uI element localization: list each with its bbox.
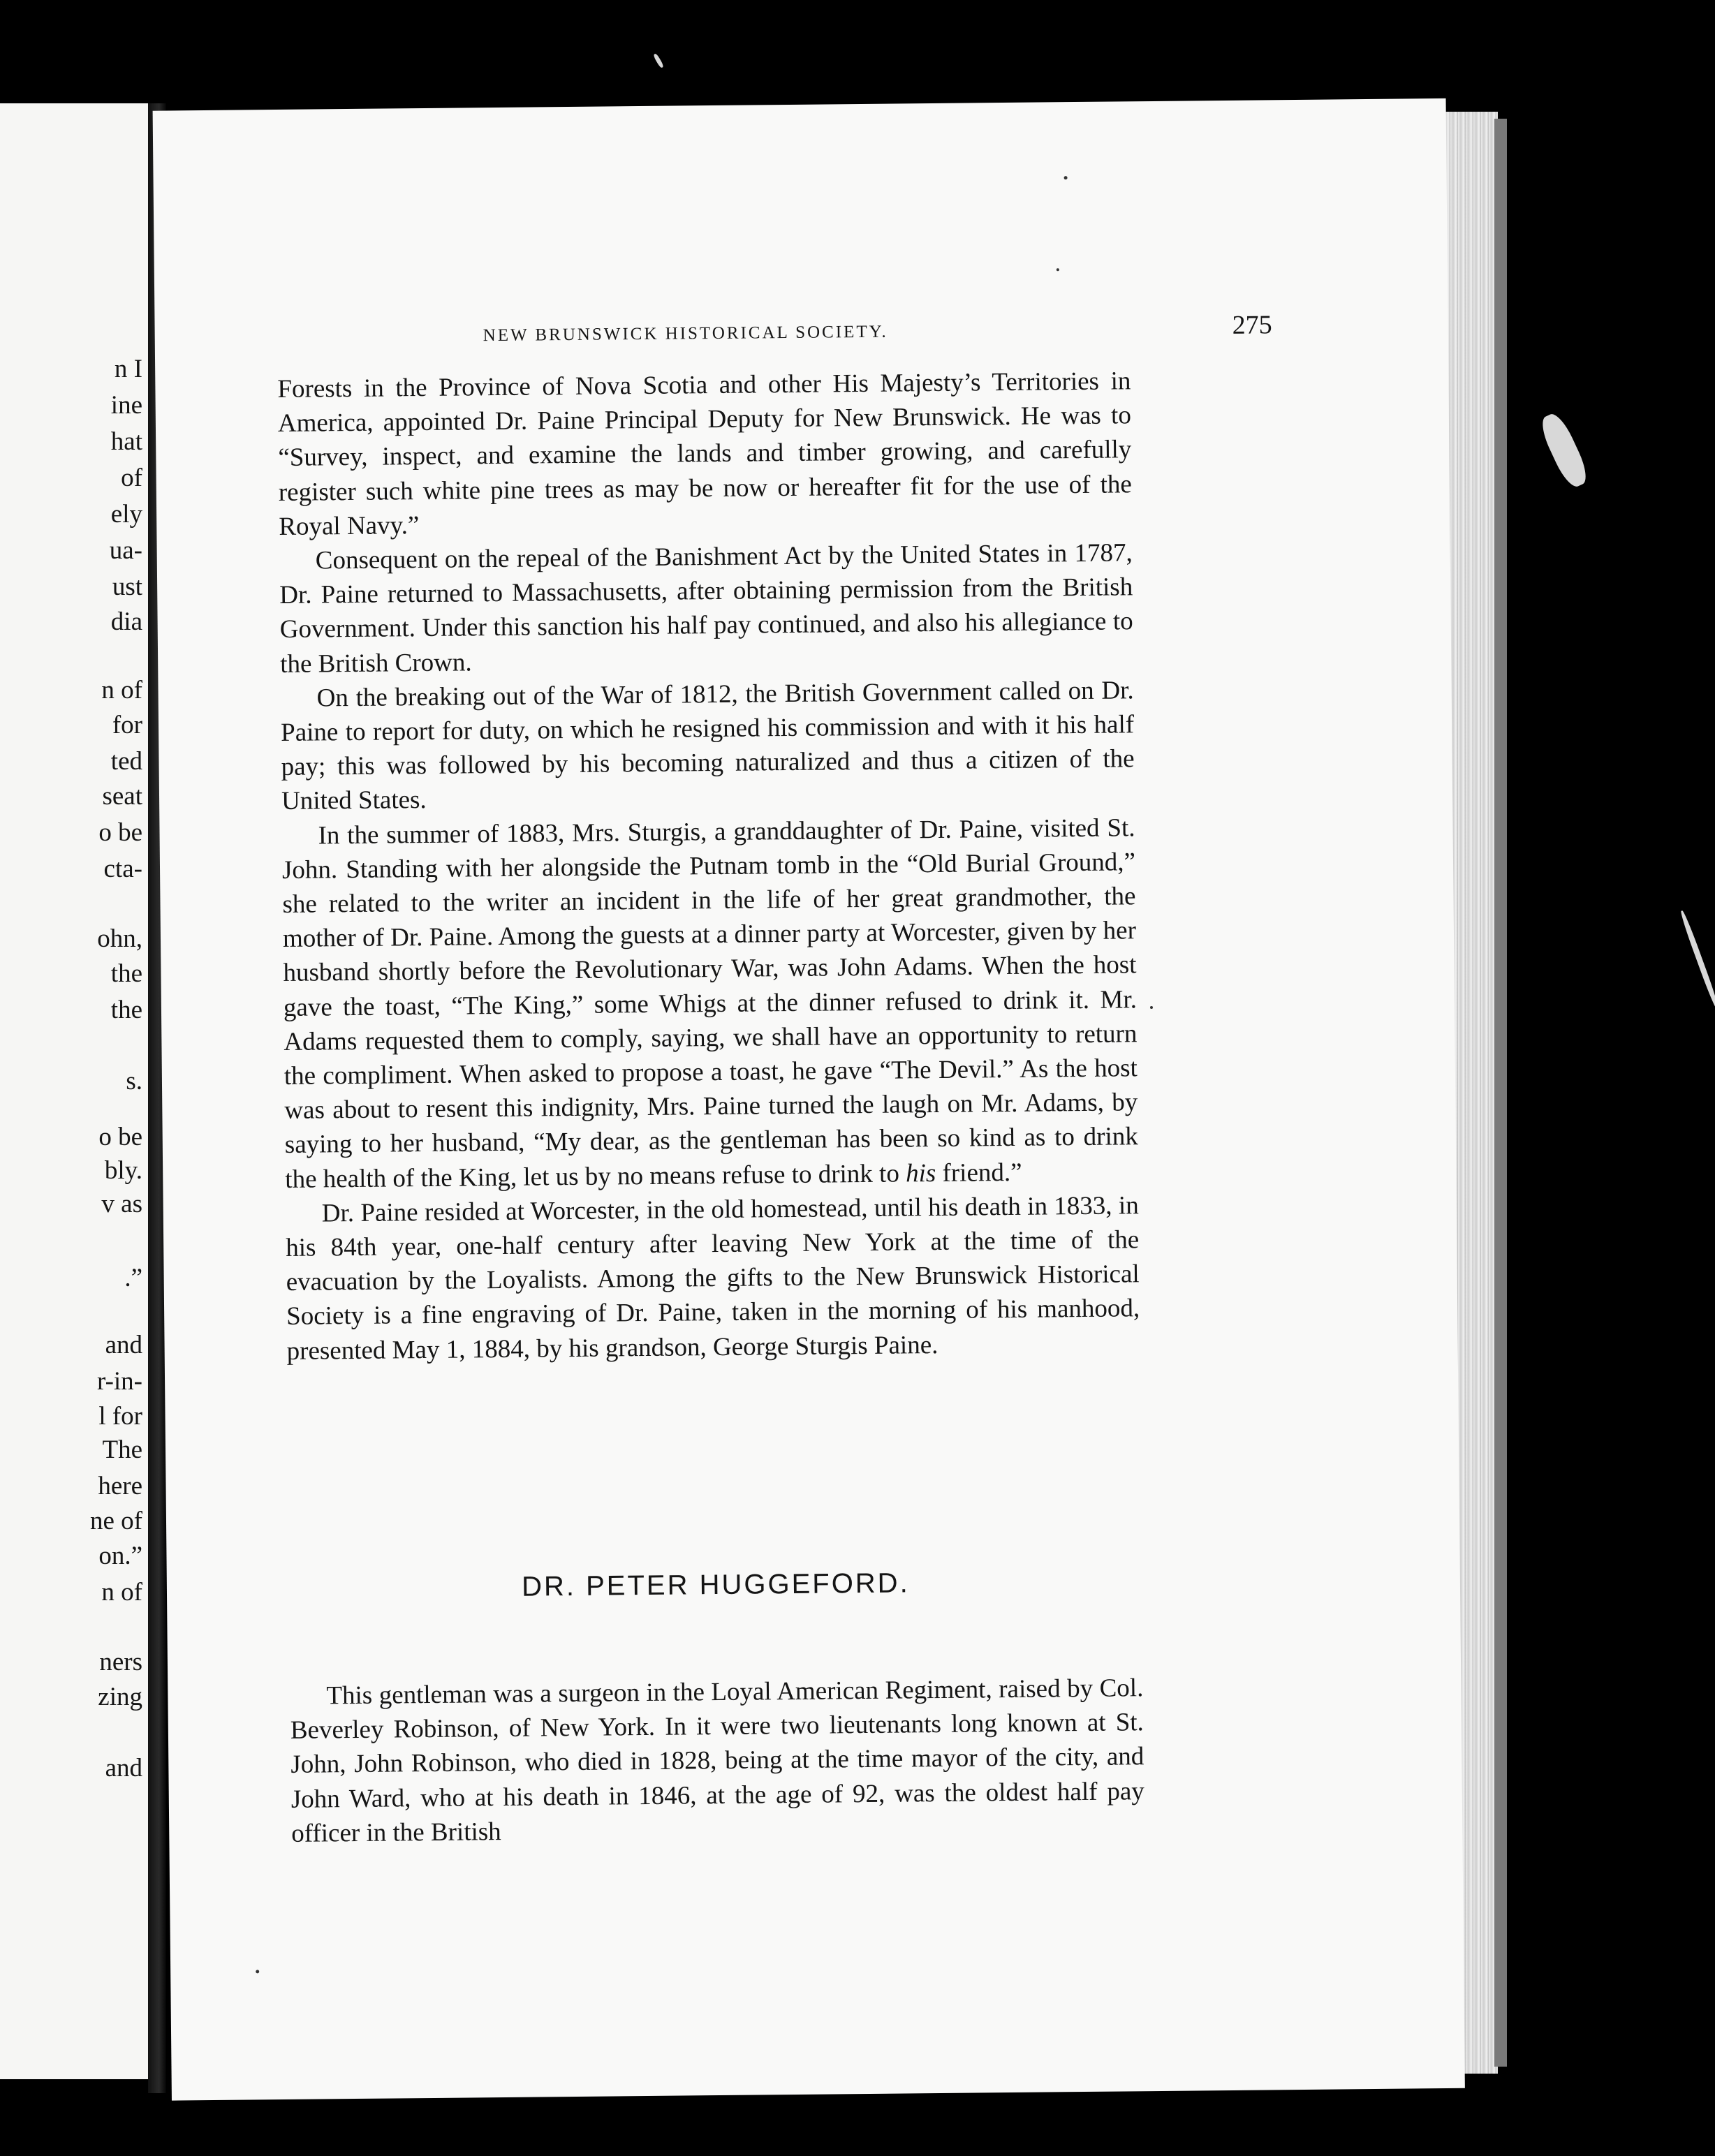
facing-page-line-fragment: n of [101, 1578, 142, 1607]
paragraph: Dr. Paine resided at Worcester, in the old homestead, until his death in 1833, in his 84th year, one-half century after leaving New York at the time of the evacuation by the Loyalists. Among the gifts to the New Brunswick Historical Society is a fine engraving of Dr. Paine, taken in the morning of his manhood, presented May 1, 1884, by his grandson, George Sturgis Paine. [286, 1191, 1140, 1366]
ink-speck [1064, 176, 1068, 179]
facing-page-line-fragment: bly. [104, 1156, 142, 1185]
facing-page-line-fragment: and [105, 1331, 142, 1359]
running-head [483, 309, 1272, 348]
facing-page-line-fragment: o be [98, 818, 142, 847]
italic-word: his [905, 1158, 936, 1188]
facing-page-line-fragment: and [105, 1754, 142, 1782]
facing-page-line-fragment: here [98, 1472, 142, 1500]
section-text [290, 1671, 1144, 1851]
paragraph [281, 811, 1138, 1197]
paragraph: This gentleman was a surgeon in the Loyal American Regiment, raised by Col. Beverley Robinson, of New York. In it were two lieutenants long known at St. John, John Robinson, who died in 1828, being at the time mayor of the city, and John Ward, who at his death in 1846, at the age of 92, was the oldest half pay officer in the British [290, 1674, 1144, 1848]
facing-page-line-fragment: the [110, 959, 142, 988]
facing-page-line-fragment: of [121, 464, 142, 492]
page-number: 275 [1232, 310, 1272, 340]
book-page [153, 98, 1465, 2101]
facing-page-line-fragment: .” [124, 1264, 142, 1292]
facing-page-line-fragment: ohn, [97, 924, 142, 953]
facing-page-line-fragment: hat [110, 427, 142, 456]
paragraph: Consequent on the repeal of the Banishment Act by the United States in 1787, Dr. Paine returned to Massachusetts, after obtaining permission from the British Government. Under this sanction his half pay continued, and also his allegiance to the British Crown. [279, 538, 1133, 679]
paragraph-text: In the summer of 1883, Mrs. Sturgis, a granddaughter of Dr. Paine, visited St. John. Standing with her alongside the Putnam tomb in the “Old Burial Ground,” she related to the writer an incident in the life of her great grandmother, the mother of Dr. Paine. Among the guests at a dinner party at Worcester, given by her husband shortly before the Revolutionary War, was John Adams. When the host gave the toast, “The King,” some Whigs at the dinner refused to drink it. Mr. Adams requested them to comply, saying, we shall have an opportunity to return the compliment. When asked to propose a toast, he gave “The Devil.” As the host was about to resent this indignity, Mrs. Paine turned the laugh on Mr. Adams, by saying to her husband, “My dear, as the gentleman has been so kind as to drink the health of the King, let us by no means refuse to drink to [281, 813, 1138, 1194]
page-edge-shadow [1494, 119, 1507, 2067]
running-head-title: NEW BRUNSWICK HISTORICAL SOCIETY. [483, 322, 888, 346]
main-text [277, 364, 1140, 1368]
facing-page-line-fragment: r-in- [96, 1367, 142, 1396]
ink-speck [256, 1970, 259, 1973]
film-scratch [1536, 411, 1591, 491]
facing-page-line-fragment: l for [98, 1402, 142, 1431]
facing-page-edge [0, 103, 148, 2079]
facing-page-line-fragment: o be [98, 1123, 142, 1151]
facing-page-line-fragment: ners [99, 1648, 142, 1676]
facing-page-line-fragment: ely [110, 500, 142, 529]
facing-page-line-fragment: ua- [109, 536, 142, 565]
facing-page-line-fragment: v as [101, 1190, 142, 1218]
facing-page-line-fragment: ted [110, 747, 142, 776]
section-heading: DR. PETER HUGGEFORD. [521, 1567, 910, 1602]
facing-page-line-fragment: on.” [98, 1542, 142, 1570]
ink-speck [1150, 1006, 1153, 1009]
facing-page-line-fragment: cta- [103, 855, 142, 883]
paragraph-text: friend.” [942, 1158, 1022, 1188]
paragraph: Forests in the Province of Nova Scotia and other His Majesty’s Territories in America, appointed Dr. Paine Principal Deputy for New Brunswick. He was to “Survey, inspect, and examine the lands and timber growing, and carefully register such white pine trees as may be now or hereafter fit for the use of the Royal Navy.” [277, 367, 1132, 541]
facing-page-line-fragment: ust [112, 573, 142, 601]
film-scratch [1679, 910, 1715, 1010]
facing-page-line-fragment: seat [102, 782, 142, 811]
facing-page-line-fragment: n of [101, 676, 142, 704]
ink-speck [1057, 268, 1059, 271]
paragraph: On the breaking out of the War of 1812, the British Government called on Dr. Paine to report for duty, on which he resigned his commission and with it his half pay; this was followed by his becoming naturalized and thus a citizen of the United States. [280, 676, 1135, 816]
facing-page-line-fragment: ine [110, 391, 142, 420]
facing-page-line-fragment: the [110, 996, 142, 1024]
facing-page-line-fragment: n I [114, 355, 142, 383]
facing-page-line-fragment: The [102, 1435, 142, 1464]
facing-page-line-fragment: zing [98, 1683, 142, 1711]
facing-page-line-fragment: dia [110, 607, 142, 636]
facing-page-line-fragment: ne of [90, 1507, 142, 1535]
facing-page-line-fragment: for [112, 711, 142, 739]
film-scratch [653, 53, 664, 68]
facing-page-line-fragment: s. [126, 1067, 142, 1095]
